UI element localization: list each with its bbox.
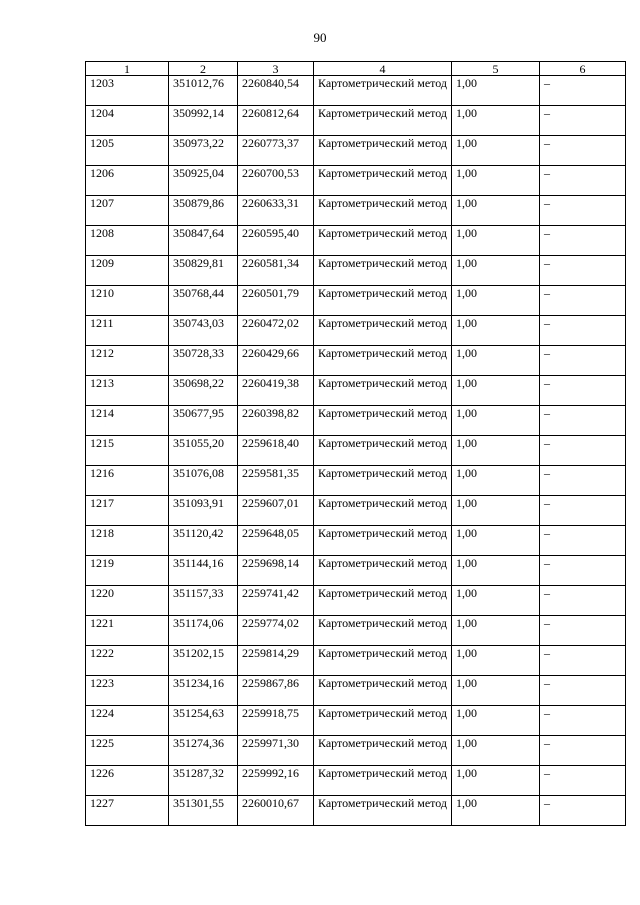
table-row [86,436,626,466]
x-coordinate-cell: 350677,95 [169,406,238,436]
point-number-cell: 1216 [86,466,169,496]
note-cell: – [540,496,626,526]
note-cell: – [540,106,626,136]
table-row [86,466,626,496]
y-coordinate-cell: 2259618,40 [238,436,314,466]
point-number-cell: 1221 [86,616,169,646]
table-row [86,346,626,376]
point-number-cell: 1205 [86,136,169,166]
note-cell: – [540,466,626,496]
x-coordinate-cell: 350992,14 [169,106,238,136]
point-number-cell: 1214 [86,406,169,436]
method-cell: Картометрический метод [314,376,452,406]
accuracy-cell: 1,00 [452,226,540,256]
point-number-cell: 1222 [86,646,169,676]
accuracy-cell: 1,00 [452,766,540,796]
x-coordinate-cell: 351202,15 [169,646,238,676]
note-cell: – [540,316,626,346]
accuracy-cell: 1,00 [452,286,540,316]
method-cell: Картометрический метод [314,676,452,706]
x-coordinate-cell: 350768,44 [169,286,238,316]
x-coordinate-cell: 350973,22 [169,136,238,166]
y-coordinate-cell: 2260472,02 [238,316,314,346]
point-number-cell: 1209 [86,256,169,286]
point-number-cell: 1224 [86,706,169,736]
note-cell: – [540,556,626,586]
table-row [86,616,626,646]
note-cell: – [540,766,626,796]
point-number-cell: 1218 [86,526,169,556]
x-coordinate-cell: 350743,03 [169,316,238,346]
y-coordinate-cell: 2259607,01 [238,496,314,526]
y-coordinate-cell: 2259774,02 [238,616,314,646]
accuracy-cell: 1,00 [452,406,540,436]
note-cell: – [540,136,626,166]
accuracy-cell: 1,00 [452,346,540,376]
method-cell: Картометрический метод [314,526,452,556]
y-coordinate-cell: 2259918,75 [238,706,314,736]
accuracy-cell: 1,00 [452,466,540,496]
note-cell: – [540,226,626,256]
x-coordinate-cell: 351301,55 [169,796,238,826]
y-coordinate-cell: 2260840,54 [238,76,314,106]
y-coordinate-cell: 2260398,82 [238,406,314,436]
table-row [86,556,626,586]
accuracy-cell: 1,00 [452,676,540,706]
x-coordinate-cell: 350847,64 [169,226,238,256]
method-cell: Картометрический метод [314,316,452,346]
table-row [86,586,626,616]
x-coordinate-cell: 351274,36 [169,736,238,766]
accuracy-cell: 1,00 [452,436,540,466]
x-coordinate-cell: 350698,22 [169,376,238,406]
y-coordinate-cell: 2259581,35 [238,466,314,496]
method-cell: Картометрический метод [314,556,452,586]
note-cell: – [540,706,626,736]
table-row [86,136,626,166]
accuracy-cell: 1,00 [452,136,540,166]
accuracy-cell: 1,00 [452,706,540,736]
table-row [86,496,626,526]
table-row [86,106,626,136]
method-cell: Картометрический метод [314,496,452,526]
accuracy-cell: 1,00 [452,256,540,286]
y-coordinate-cell: 2260812,64 [238,106,314,136]
method-cell: Картометрический метод [314,76,452,106]
table-row [86,766,626,796]
y-coordinate-cell: 2260010,67 [238,796,314,826]
table-row [86,376,626,406]
table-row [86,676,626,706]
accuracy-cell: 1,00 [452,106,540,136]
point-number-cell: 1213 [86,376,169,406]
note-cell: – [540,586,626,616]
y-coordinate-cell: 2260581,34 [238,256,314,286]
point-number-cell: 1204 [86,106,169,136]
point-number-cell: 1203 [86,76,169,106]
table-row [86,316,626,346]
x-coordinate-cell: 350879,86 [169,196,238,226]
accuracy-cell: 1,00 [452,76,540,106]
method-cell: Картометрический метод [314,766,452,796]
point-number-cell: 1210 [86,286,169,316]
x-coordinate-cell: 350728,33 [169,346,238,376]
x-coordinate-cell: 351076,08 [169,466,238,496]
note-cell: – [540,346,626,376]
method-cell: Картометрический метод [314,106,452,136]
method-cell: Картометрический метод [314,466,452,496]
method-cell: Картометрический метод [314,706,452,736]
note-cell: – [540,646,626,676]
accuracy-cell: 1,00 [452,316,540,346]
note-cell: – [540,436,626,466]
method-cell: Картометрический метод [314,256,452,286]
accuracy-cell: 1,00 [452,556,540,586]
y-coordinate-cell: 2260429,66 [238,346,314,376]
method-cell: Картометрический метод [314,226,452,256]
note-cell: – [540,616,626,646]
y-coordinate-cell: 2260595,40 [238,226,314,256]
x-coordinate-cell: 351120,42 [169,526,238,556]
method-cell: Картометрический метод [314,436,452,466]
x-coordinate-cell: 351144,16 [169,556,238,586]
y-coordinate-cell: 2260633,31 [238,196,314,226]
column-header-1: 1 [86,62,169,76]
method-cell: Картометрический метод [314,346,452,376]
y-coordinate-cell: 2259814,29 [238,646,314,676]
accuracy-cell: 1,00 [452,526,540,556]
accuracy-cell: 1,00 [452,646,540,676]
column-header-3: 3 [238,62,314,76]
y-coordinate-cell: 2259698,14 [238,556,314,586]
method-cell: Картометрический метод [314,196,452,226]
accuracy-cell: 1,00 [452,796,540,826]
method-cell: Картометрический метод [314,646,452,676]
table-body [86,62,626,826]
x-coordinate-cell: 351234,16 [169,676,238,706]
x-coordinate-cell: 350829,81 [169,256,238,286]
table-row [86,76,626,106]
note-cell: – [540,256,626,286]
accuracy-cell: 1,00 [452,736,540,766]
method-cell: Картометрический метод [314,166,452,196]
accuracy-cell: 1,00 [452,196,540,226]
table-row [86,646,626,676]
note-cell: – [540,406,626,436]
point-number-cell: 1220 [86,586,169,616]
column-header-5: 5 [452,62,540,76]
y-coordinate-cell: 2259741,42 [238,586,314,616]
note-cell: – [540,676,626,706]
accuracy-cell: 1,00 [452,166,540,196]
table-row [86,286,626,316]
column-header-6: 6 [540,62,626,76]
y-coordinate-cell: 2259648,05 [238,526,314,556]
note-cell: – [540,196,626,226]
y-coordinate-cell: 2260419,38 [238,376,314,406]
accuracy-cell: 1,00 [452,496,540,526]
y-coordinate-cell: 2259971,30 [238,736,314,766]
point-number-cell: 1217 [86,496,169,526]
table-row [86,406,626,436]
note-cell: – [540,526,626,556]
y-coordinate-cell: 2260773,37 [238,136,314,166]
y-coordinate-cell: 2260700,53 [238,166,314,196]
accuracy-cell: 1,00 [452,616,540,646]
point-number-cell: 1211 [86,316,169,346]
table-row [86,706,626,736]
point-number-cell: 1208 [86,226,169,256]
coordinates-table [85,61,626,826]
column-header-2: 2 [169,62,238,76]
header-row [86,62,626,76]
y-coordinate-cell: 2259867,86 [238,676,314,706]
page-number: 90 [313,30,327,45]
x-coordinate-cell: 350925,04 [169,166,238,196]
table-row [86,736,626,766]
point-number-cell: 1207 [86,196,169,226]
point-number-cell: 1227 [86,796,169,826]
point-number-cell: 1226 [86,766,169,796]
note-cell: – [540,286,626,316]
x-coordinate-cell: 351012,76 [169,76,238,106]
table-row [86,526,626,556]
point-number-cell: 1206 [86,166,169,196]
point-number-cell: 1212 [86,346,169,376]
table-row [86,196,626,226]
point-number-cell: 1215 [86,436,169,466]
note-cell: – [540,796,626,826]
method-cell: Картометрический метод [314,736,452,766]
table-row [86,796,626,826]
note-cell: – [540,736,626,766]
note-cell: – [540,166,626,196]
method-cell: Картометрический метод [314,616,452,646]
column-header-4: 4 [314,62,452,76]
accuracy-cell: 1,00 [452,376,540,406]
table-row [86,226,626,256]
point-number-cell: 1223 [86,676,169,706]
x-coordinate-cell: 351093,91 [169,496,238,526]
x-coordinate-cell: 351055,20 [169,436,238,466]
y-coordinate-cell: 2260501,79 [238,286,314,316]
x-coordinate-cell: 351287,32 [169,766,238,796]
accuracy-cell: 1,00 [452,586,540,616]
method-cell: Картометрический метод [314,586,452,616]
method-cell: Картометрический метод [314,406,452,436]
point-number-cell: 1219 [86,556,169,586]
method-cell: Картометрический метод [314,796,452,826]
x-coordinate-cell: 351254,63 [169,706,238,736]
table-row [86,166,626,196]
x-coordinate-cell: 351157,33 [169,586,238,616]
point-number-cell: 1225 [86,736,169,766]
x-coordinate-cell: 351174,06 [169,616,238,646]
note-cell: – [540,76,626,106]
table-row [86,256,626,286]
method-cell: Картометрический метод [314,136,452,166]
method-cell: Картометрический метод [314,286,452,316]
note-cell: – [540,376,626,406]
y-coordinate-cell: 2259992,16 [238,766,314,796]
